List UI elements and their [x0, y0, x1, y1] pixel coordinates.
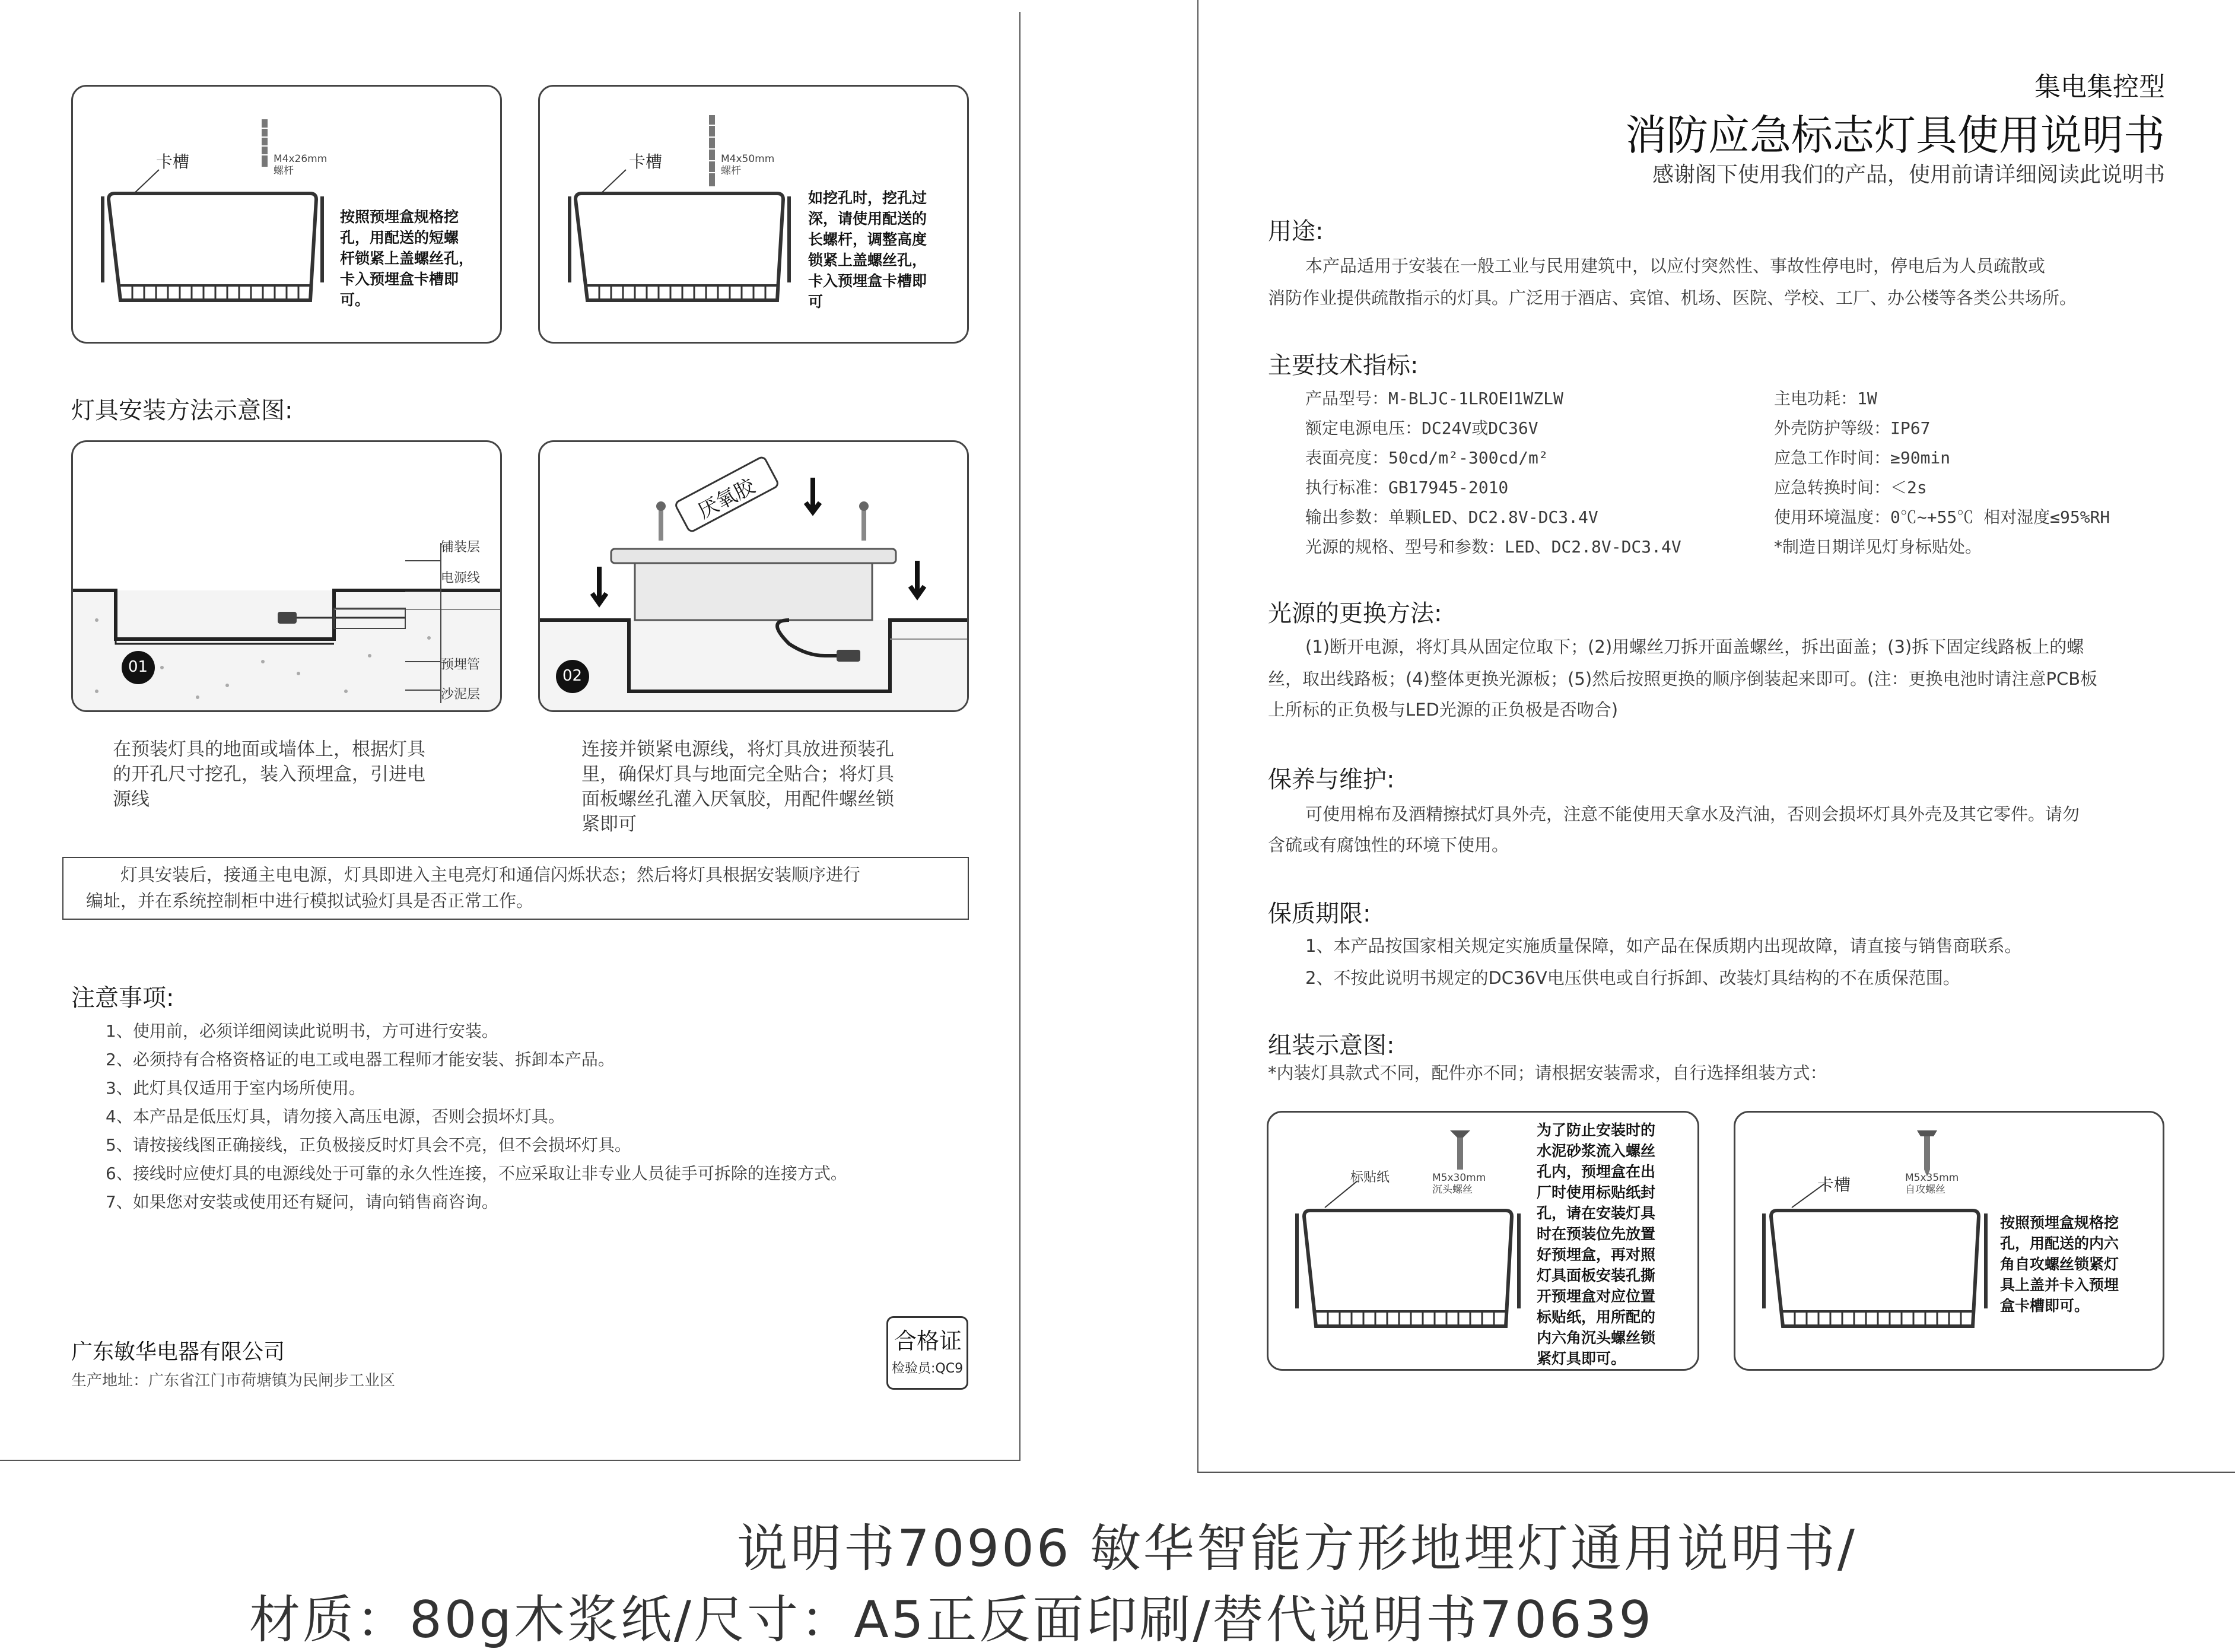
assembly-title: 组装示意图: [1268, 1032, 1395, 1059]
label-paper-label: 标贴纸 [1350, 1170, 1390, 1185]
stamp-title: 合格证 [894, 1328, 962, 1354]
screw-spec: M5x30mm [1432, 1172, 1486, 1184]
screw-left [659, 507, 663, 541]
layer-label-paving: 铺装层 [441, 540, 481, 555]
warranty-line-2: 2、不按此说明书规定的DC36V电压供电或自行拆卸、改装灯具结构的不在质保范围。 [1305, 968, 1960, 988]
lamp-connector [837, 650, 860, 662]
layer-label-sand: 沙泥层 [441, 687, 481, 702]
screw-name: 螺杆 [721, 165, 741, 177]
lamp-panel [611, 549, 896, 563]
list-item: 7、如果您对安装或使用还有疑问，请向销售商咨询。 [106, 1192, 498, 1212]
thanks-line: 感谢阁下使用我们的产品，使用前请详细阅读此说明书 [1652, 163, 2165, 187]
install-diagram-step-2 [538, 440, 969, 712]
screw-right [861, 507, 866, 541]
slot-label: 卡槽 [629, 152, 663, 171]
spec-standard: 执行标准：GB17945-2010 [1305, 478, 1509, 497]
screw-spec: M5x35mm [1905, 1172, 1959, 1184]
assembly-box-label-paper [1267, 1111, 1699, 1371]
replace-title: 光源的更换方法: [1268, 600, 1442, 627]
spec-light-source: 光源的规格、型号和参数：LED、DC2.8V-DC3.4V [1305, 537, 1681, 557]
install-box-long-screw [538, 85, 969, 344]
notice-line-1: 灯具安装后，接通主电电源，灯具即进入主电亮灯和通信闪烁状态；然后将灯具根据安装顺序进行 [120, 865, 861, 885]
slot-label: 卡槽 [1817, 1175, 1851, 1194]
precautions-list [106, 1017, 847, 1216]
list-item: 3、此灯具仅适用于室内场所使用。 [106, 1078, 365, 1098]
epoxy-label: 厌氧胶 [694, 474, 759, 524]
lamp-install-section [540, 442, 967, 710]
stamp-inspector: 检验员:QC9 [892, 1361, 964, 1376]
assembly-box-self-tapping [1734, 1111, 2164, 1371]
maintenance-line-2: 含硫或有腐蚀性的环境下使用。 [1268, 835, 1509, 855]
list-item: 1、使用前，必须详细阅读此说明书，方可进行安装。 [106, 1021, 498, 1041]
assembly-note: *内装灯具款式不同，配件亦不同；请根据安装需求，自行选择组装方式： [1268, 1063, 1827, 1083]
self-tapping-screw [1924, 1130, 1930, 1177]
step-2-caption: 连接并锁紧电源线，将灯具放进预装孔 里，确保灯具与地面完全贴合；将灯具 面板螺丝孔灌入厌氧胶，用配件螺丝锁 紧即可 [581, 739, 894, 835]
arrow-down-top [806, 478, 820, 512]
spec-voltage: 额定电源电压：DC24V或DC36V [1305, 418, 1538, 438]
footer-line-2: 材质：80g木浆纸/尺寸：A5正反面印刷/替代说明书70639 [249, 1590, 1654, 1650]
box-outline [1304, 1211, 1512, 1326]
layer-label-cable: 电源线 [441, 571, 481, 586]
maintenance-title: 保养与维护: [1268, 766, 1395, 793]
spec-ip-rating: 外壳防护等级：IP67 [1774, 418, 1931, 438]
screw-spec: M4x26mm [274, 153, 328, 165]
spec-model: 产品型号：M-BLJC-1LROEⅠ1WZLW [1305, 389, 1563, 408]
screw-name: 自攻螺丝 [1905, 1184, 1945, 1196]
notice-line-2: 编址，并在系统控制柜中进行模拟试验灯具是否正常工作。 [86, 891, 534, 911]
spec-emergency-time: 应急工作时间：≥90min [1774, 448, 1951, 468]
step-number: 01 [128, 658, 148, 676]
replace-line-2: 丝，取出线路板；(4)整体更换光源板；(5)然后按照更换的顺序倒装起来即可。(注：更换电池时请注意PCB板 [1268, 669, 2098, 689]
maintenance-line-1: 可使用棉布及酒精擦拭灯具外壳，注意不能使用天拿水及汽油，否则会损坏灯具外壳及其它零件。请勿 [1305, 804, 2080, 824]
spec-brightness: 表面亮度：50cd/m²-300cd/m² [1305, 448, 1549, 468]
box1-note: 按照预埋盒规格挖 孔，用配送的短螺 杆锁紧上盖螺丝孔， 卡入预埋盒卡槽即 可。 [340, 208, 474, 309]
notice-box [62, 857, 969, 920]
spec-power: 主电功耗：1W [1774, 389, 1877, 408]
lamp-body [635, 563, 872, 620]
warranty-title: 保质期限: [1268, 900, 1371, 927]
step-number: 02 [562, 667, 583, 685]
screw-name: 螺杆 [274, 165, 294, 177]
install-diagram-step-1 [71, 440, 502, 712]
box3-note: 为了防止安装时的 水泥砂浆流入螺丝 孔内，预埋盒在出 厂时使用标贴纸封 孔，请在安装灯具 时在预装位先放置 好预埋盒，再对照 灯具面板安装孔撕 开预埋盒对应位置 标贴纸，用所配的 内六角沉头螺丝锁 紧灯具即可。 [1537, 1122, 1656, 1367]
spec-date-note: *制造日期详见灯身标贴处。 [1774, 537, 1982, 557]
footer-line-1: 说明书70906 敏华智能方形地埋灯通用说明书/ [737, 1519, 1857, 1578]
spec-environment: 使用环境温度：0℃~+55℃ 相对湿度≤95%RH [1774, 507, 2110, 527]
screw-name: 沉头螺丝 [1432, 1184, 1473, 1196]
specs-title: 主要技术指标: [1268, 352, 1419, 379]
replace-line-3: 上所标的正负极与LED光源的正负极是否吻合) [1268, 700, 1619, 720]
box4-note: 按照预埋盒规格挖 孔，用配送的内六 角自攻螺丝锁紧灯 具上盖并卡入预埋 盒卡槽即可。 [2000, 1214, 2119, 1314]
install-box-short-screw [71, 85, 502, 344]
layer-label-conduit: 预埋管 [441, 657, 481, 672]
arrow-down-right [910, 561, 924, 596]
company-name: 广东敏华电器有限公司 [71, 1340, 285, 1364]
company-address: 生产地址：广东省江门市荷塘镇为民闸步工业区 [71, 1372, 396, 1390]
cable-connector [278, 612, 297, 624]
list-item: 2、必须持有合格资格证的电工或电器工程师才能安装、拆卸本产品。 [106, 1050, 615, 1069]
qualification-stamp [886, 1316, 968, 1390]
usage-line-2: 消防作业提供疏散指示的灯具。广泛用于酒店、宾馆、机场、医院、学校、工厂、办公楼等各类公共场所。 [1268, 288, 2077, 308]
document-subtitle: 集电集控型 [2034, 72, 2165, 102]
list-item: 4、本产品是低压灯具，请勿接入高压电源，否则会损坏灯具。 [106, 1107, 565, 1126]
step-1-caption: 在预装灯具的地面或墙体上，根据灯具 的开孔尺寸挖孔，装入预埋盒，引进电 源线 [113, 739, 425, 810]
spec-switch-time: 应急转换时间：＜2s [1774, 478, 1927, 497]
slot-label: 卡槽 [156, 152, 190, 171]
warranty-line-1: 1、本产品按国家相关规定实施质量保障，如产品在保质期内出现故障，请直接与销售商联系。 [1305, 936, 2022, 956]
list-item: 5、请按接线图正确接线，正负极接反时灯具会不亮，但不会损坏灯具。 [106, 1135, 631, 1155]
replace-line-1: (1)断开电源，将灯具从固定位取下；(2)用螺丝刀拆开面盖螺丝，拆出面盖；(3)拆下固定线路板上的螺 [1305, 637, 2084, 657]
spec-output: 输出参数：单颗LED、DC2.8V-DC3.4V [1305, 507, 1598, 527]
screw-spec: M4x50mm [721, 153, 775, 165]
screw-shaft [262, 119, 268, 167]
list-item: 6、接线时应使灯具的电源线处于可靠的永久性连接，不应采取让非专业人员徒手可拆除的连接方式。 [106, 1164, 847, 1183]
usage-line-1: 本产品适用于安装在一般工业与民用建筑中，以应付突然性、事故性停电时，停电后为人员疏散或 [1305, 256, 2046, 276]
box2-note: 如挖孔时，挖孔过 深，请使用配送的 长螺杆，调整高度 锁紧上盖螺丝孔， 卡入预埋盒卡槽即 可 [808, 189, 927, 310]
box-outline [1771, 1211, 1979, 1326]
install-method-title: 灯具安装方法示意图: [71, 397, 293, 424]
document-title: 消防应急标志灯具使用说明书 [1625, 111, 2165, 160]
arrow-down-left [592, 567, 606, 603]
precautions-title: 注意事项: [71, 984, 174, 1012]
usage-title: 用途: [1268, 218, 1324, 245]
